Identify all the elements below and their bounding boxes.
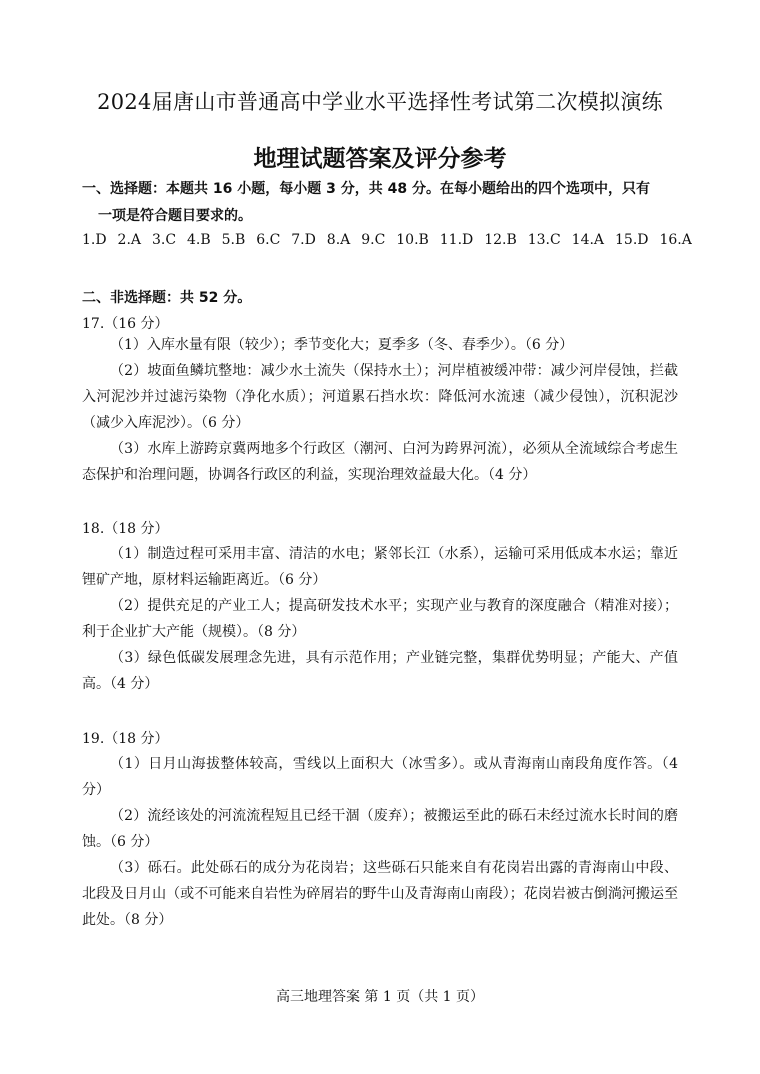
q17-heading: 17.（16 分）	[82, 316, 169, 332]
q17-answer-1: （1）入库水量有限（较少）；季节变化大；夏季多（冬、春季少）。（6 分）	[110, 337, 574, 353]
q19-answer-3: （3）砾石。此处砾石的成分为花岗岩；这些砾石只能来自有花岗岩出露的青海南山中段、北段及日月山（或不可能来自岩性为碎屑岩的野牛山及青海南山南段）；花岗岩被古倒淌河搬运至此处。（8 分）	[82, 860, 678, 928]
answer-item: 9.C	[361, 232, 386, 248]
answer-item: 2.A	[117, 232, 142, 248]
answer-item: 4.B	[187, 232, 211, 248]
answer-item: 1.D	[82, 232, 107, 248]
q19-answer-2: （2）流经该处的河流流程短且已经干涸（废弃）；被搬运至此的砾石未经过流水长时间的磨蚀。（6 分）	[82, 808, 678, 850]
section1-heading: 一、选择题：本题共 16 小题，每小题 3 分，共 48 分。在每小题给出的四个选项中，只有	[82, 181, 650, 197]
document-subtitle: 地理试题答案及评分参考	[253, 146, 507, 172]
answer-item: 8.A	[326, 232, 351, 248]
answer-item: 7.D	[291, 232, 316, 248]
answer-item: 16.A	[659, 232, 692, 248]
q17-answer-2: （2）坡面鱼鳞坑整地：减少水土流失（保持水土）；河岸植被缓冲带：减少河岸侵蚀，拦截入河泥沙并过滤污染物（净化水质）；河道累石挡水坎：降低河水流速（减少侵蚀），沉积泥沙（减少入库泥沙）。（6 分）	[82, 363, 678, 431]
answer-item: 6.C	[256, 232, 281, 248]
answer-item: 5.B	[221, 232, 246, 248]
q18-answer-1: （1）制造过程可采用丰富、清洁的水电；紧邻长江（水系），运输可采用低成本水运；靠近锂矿产地，原材料运输距离近。（6 分）	[82, 546, 678, 588]
section2-heading: 二、非选择题：共 52 分。	[82, 290, 252, 306]
answer-item: 10.B	[396, 232, 429, 248]
section1-heading-cont: 一项是符合题目要求的。	[98, 208, 252, 224]
answer-item: 11.D	[439, 232, 474, 248]
document-title: 2024届唐山市普通高中学业水平选择性考试第二次模拟演练	[97, 90, 663, 114]
answer-item: 14.A	[571, 232, 605, 248]
page-footer: 高三地理答案 第 1 页（共 1 页）	[275, 989, 485, 1005]
choice-answer-row	[82, 232, 692, 248]
answer-item: 12.B	[484, 232, 517, 248]
q17-answer-3: （3）水库上游跨京冀两地多个行政区（潮河、白河为跨界河流），必须从全流域综合考虑生态保护和治理问题，协调各行政区的利益，实现治理效益最大化。（4 分）	[82, 441, 678, 483]
q18-answer-2: （2）提供充足的产业工人；提高研发技术水平；实现产业与教育的深度融合（精准对接）；利于企业扩大产能（规模）。（8 分）	[82, 598, 678, 640]
q18-heading: 18.（18 分）	[82, 521, 169, 537]
answer-item: 13.C	[527, 232, 561, 248]
q19-heading: 19.（18 分）	[82, 731, 169, 747]
answer-item: 3.C	[151, 232, 177, 248]
answer-item: 15.D	[615, 232, 649, 248]
q18-answer-3: （3）绿色低碳发展理念先进，具有示范作用；产业链完整，集群优势明显；产能大、产值高。（4 分）	[82, 650, 678, 692]
q19-answer-1: （1）日月山海拔整体较高，雪线以上面积大（冰雪多）。或从青海南山南段角度作答。（4 分）	[82, 756, 678, 798]
